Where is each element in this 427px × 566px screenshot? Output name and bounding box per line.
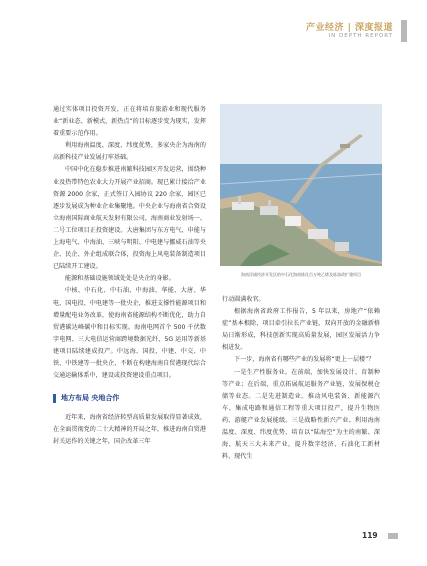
- left-column: [53, 104, 206, 449]
- page-header: [167, 18, 417, 48]
- section-title: 产业经济 | 深度报道: [305, 23, 393, 33]
- paragraph: 下一步，海南省有哪些产业的发展将“更上一层楼”？: [234, 356, 375, 364]
- header-decoration: [401, 20, 407, 42]
- photo-illustration: [220, 104, 382, 266]
- paragraph: 根据海南省政府工作报告，5 年以来，房地产“依赖症”基本根除，项目牵引拉长产业链，双向开放的金融新格局日渐形成，科技创新实现高质量发展，园区发展活力争相迸发。: [222, 308, 380, 352]
- page-number: 119: [362, 531, 378, 540]
- paragraph: 通过实体项目投资开发，正在将培育旅游业和现代服务业“新业态、新模式、新热点”的目标逐步变为现实，发挥着重要示范作用。: [53, 106, 206, 138]
- paragraph: 行动圆满收官。: [222, 296, 265, 303]
- paragraph: 近年来，海南省经济转型高质量发展取得显著成效，在全面贯彻党的二十大精神的开局之年，推进海南自贸港封关运作的关键之年，国企改革三年: [53, 414, 206, 446]
- paragraph: 利用海南温度、深度、纬度优势，多家央企为海南的高新科技产业发展打牢基础。: [53, 142, 206, 162]
- paragraph: 中国中化在稳步推进南繁科技园区开发运营，围绕种业及热带特色农业大力开展产业招商。现已累计接洽产业资源 2000 余家，正式签订入园协议 220 余家，园区已逐步发展成为种业企业集聚地。中央企业与海南省合资设立海南国际商业航天发射有限公司，海南商业发射场一、二号工位项目正投资建设。大唐集团与东方电气、申能与上海电气、中海油、三峡与明阳、中电建与挪威石油等央企、民企、外企组成联合体，投资海上风电装备制造项目已陆续开工建设。: [53, 166, 206, 271]
- heading-marker: [53, 394, 56, 403]
- paragraph: 能源和基础设施领域处处是央企的身影。: [65, 275, 175, 283]
- aerial-photo: [220, 104, 382, 266]
- section-subtitle: IN DEPTH REPORT: [328, 33, 393, 39]
- paragraph: 一是生产性服务业。在前端，加快发展设计、育制种等产业；在后端，重点拓展航运服务产业链，发展保税仓储等业态。二是先进制造业。推动风电装备、新能源汽车、集成电路和通信工程等重大项目投产，提升生物医药、游艇产业发展能级。三是战略性新兴产业。利用海南温度、深度、纬度优势，培育以“陆海空”为主的南繁、深海、航天三大未来产业，提升数字经济、石油化工新材料、现代生: [222, 368, 380, 461]
- page-number-decoration: [388, 533, 398, 539]
- right-column: [222, 294, 380, 463]
- section-heading: [53, 392, 206, 404]
- photo-caption: 海南洋浦经济开发区的中石化海南炼化百万吨乙烯及炼油改扩建项目: [241, 272, 361, 277]
- section-heading-text: 地方布局 央地合作: [61, 394, 120, 403]
- paragraph: 中核、中石化、中石油、中海油、华能、大唐、华电、国电投、中电建等一批央企，推进支撑性能源项目和增量配电业务改革，使海南省能源结构不断优化，助力自贸港碳达峰碳中和目标实现。海南电网首个 500 千伏数字电网、三大电信运营商跨境数据光纤、5G 运用等新基建项目陆续建成投产。中远海、国投、中建、中交、中铁、中铁建等一批央企，不断在构建海南自贸港现代综合交通运输体系中，建设或投资建设重点项目。: [53, 287, 206, 380]
